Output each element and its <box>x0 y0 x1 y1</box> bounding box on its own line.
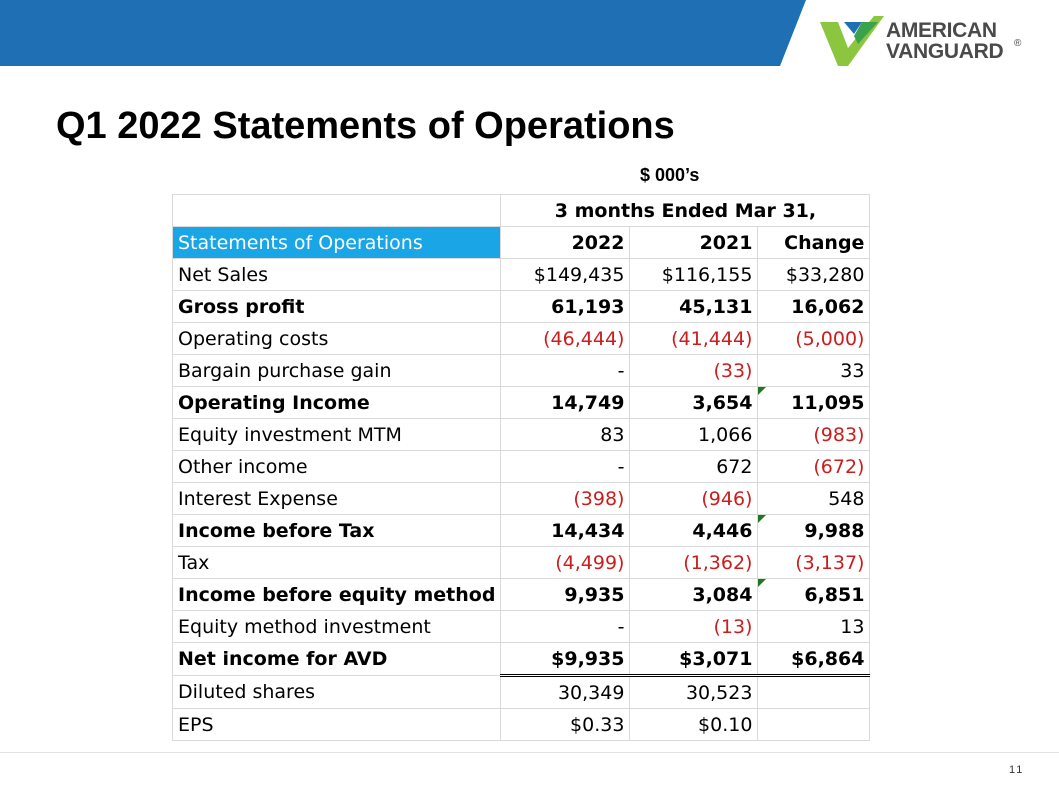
logo-line-2: VANGUARD <box>886 40 1004 63</box>
value-2022: 61,193 <box>501 291 630 323</box>
value-change: 13 <box>758 611 870 643</box>
row-label: Net Sales <box>173 259 501 291</box>
table-row <box>173 419 870 451</box>
value-2022: $9,935 <box>501 643 630 676</box>
value-2022: - <box>501 611 630 643</box>
value-change: (3,137) <box>758 547 870 579</box>
value-change: (983) <box>758 419 870 451</box>
row-label: Income before Tax <box>173 515 501 547</box>
table-row <box>173 709 870 741</box>
value-change: (5,000) <box>758 323 870 355</box>
value-change: 548 <box>758 483 870 515</box>
table-row <box>173 483 870 515</box>
value-change: 33 <box>758 355 870 387</box>
value-2021: $116,155 <box>630 259 758 291</box>
value-2021: 45,131 <box>630 291 758 323</box>
row-label: Operating costs <box>173 323 501 355</box>
period-header: 3 months Ended Mar 31, <box>501 195 870 227</box>
value-2022: 83 <box>501 419 630 451</box>
table-row <box>173 611 870 643</box>
value-2022: $149,435 <box>501 259 630 291</box>
value-change: 6,851 <box>758 579 870 611</box>
value-2021: 672 <box>630 451 758 483</box>
value-2021: (41,444) <box>630 323 758 355</box>
value-2022: 14,749 <box>501 387 630 419</box>
value-change <box>758 676 870 709</box>
row-label: Gross profit <box>173 291 501 323</box>
table-row <box>173 676 870 709</box>
table-row <box>173 291 870 323</box>
value-2022: 14,434 <box>501 515 630 547</box>
col-header-2021: 2021 <box>630 227 758 259</box>
section-label: Statements of Operations <box>173 227 501 259</box>
value-2021: 4,446 <box>630 515 758 547</box>
value-2022: (398) <box>501 483 630 515</box>
value-2022: - <box>501 451 630 483</box>
row-label: Equity investment MTM <box>173 419 501 451</box>
value-2021: (33) <box>630 355 758 387</box>
table-row <box>173 643 870 676</box>
row-label: Diluted shares <box>173 676 501 709</box>
col-header-change: Change <box>758 227 870 259</box>
row-label: Equity method investment <box>173 611 501 643</box>
registered-mark: ® <box>1014 38 1022 49</box>
value-2022: (46,444) <box>501 323 630 355</box>
value-change: $33,280 <box>758 259 870 291</box>
company-logo <box>818 14 1038 70</box>
page-number: 11 <box>1009 764 1025 776</box>
row-label: Net income for AVD <box>173 643 501 676</box>
row-label: Bargain purchase gain <box>173 355 501 387</box>
value-2021: $3,071 <box>630 643 758 676</box>
value-2021: $0.10 <box>630 709 758 741</box>
value-2021: (1,362) <box>630 547 758 579</box>
statements-table <box>172 194 870 741</box>
row-label: Operating Income <box>173 387 501 419</box>
value-2022: 30,349 <box>501 676 630 709</box>
value-change: 11,095 <box>758 387 870 419</box>
page-title: Q1 2022 Statements of Operations <box>56 105 675 147</box>
value-2022: (4,499) <box>501 547 630 579</box>
value-change: $6,864 <box>758 643 870 676</box>
logo-chevron-icon <box>818 14 884 70</box>
value-change <box>758 709 870 741</box>
value-2021: 30,523 <box>630 676 758 709</box>
row-label: Interest Expense <box>173 483 501 515</box>
row-label: Other income <box>173 451 501 483</box>
table-row <box>173 451 870 483</box>
value-change: 16,062 <box>758 291 870 323</box>
value-2022: $0.33 <box>501 709 630 741</box>
col-header-2022: 2022 <box>501 227 630 259</box>
table-row <box>173 259 870 291</box>
table-row <box>173 547 870 579</box>
row-label: Tax <box>173 547 501 579</box>
value-2022: - <box>501 355 630 387</box>
value-2021: (946) <box>630 483 758 515</box>
table-row <box>173 387 870 419</box>
table-row <box>173 355 870 387</box>
value-2021: 3,084 <box>630 579 758 611</box>
value-2021: 1,066 <box>630 419 758 451</box>
logo-wordmark <box>886 20 1003 62</box>
logo-line-1: AMERICAN <box>886 19 997 42</box>
row-label: EPS <box>173 709 501 741</box>
value-change: 9,988 <box>758 515 870 547</box>
row-label: Income before equity method <box>173 579 501 611</box>
value-2021: 3,654 <box>630 387 758 419</box>
period-header-row <box>173 195 870 227</box>
table-row <box>173 579 870 611</box>
value-2022: 9,935 <box>501 579 630 611</box>
table-row <box>173 323 870 355</box>
footer-divider <box>0 752 1059 753</box>
value-change: (672) <box>758 451 870 483</box>
column-header-row <box>173 227 870 259</box>
blank-header-cell <box>173 195 501 227</box>
table-row <box>173 515 870 547</box>
value-2021: (13) <box>630 611 758 643</box>
units-label: $ 000’s <box>640 165 700 185</box>
